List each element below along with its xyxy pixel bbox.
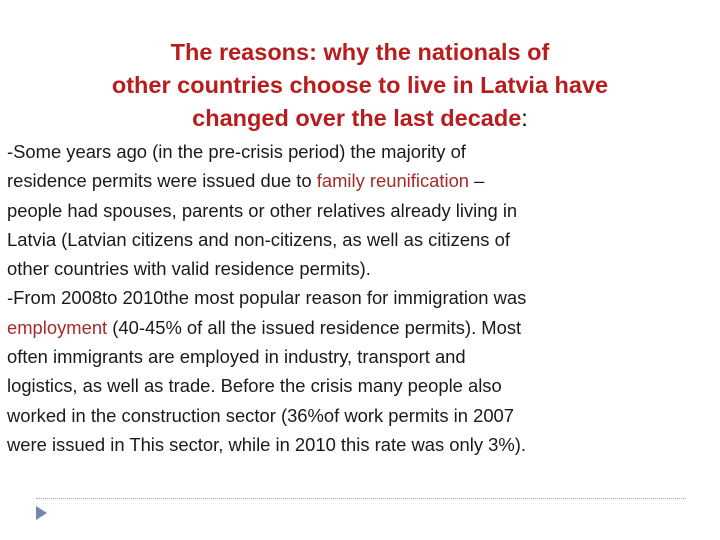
slide-title: [40, 36, 680, 135]
highlight-family-reunification: family reunification: [316, 170, 470, 192]
slide-body: [7, 137, 715, 459]
footer-divider: [36, 498, 686, 499]
triangle-bullet-icon: [36, 506, 47, 520]
title-colon: :: [521, 105, 528, 131]
paragraph-family-reunification: -Some years ago (in the pre-crisis period) the majority of residence permits were issued due to family reunification – people had spouses, parents or other relatives already living in Latvia (Latvian citizens and non-citizens, as well as citizens of other countries with valid residence permits).: [7, 141, 518, 280]
title-text: The reasons: why the nationals of other countries choose to live in Latvia have changed over the last decade: [111, 39, 609, 131]
paragraph-employment: -From 2008to 2010the most popular reason for immigration was employment (40-45% of all the issued residence permits). Most often immigrants are employed in industry, transport and logistics, as well as trade. Before the crisis many people also worked in the construction sector (36%of work permits in 2007 were issued in This sector, while in 2010 this rate was only 3%).: [7, 287, 527, 455]
highlight-employment: employment: [7, 316, 108, 338]
